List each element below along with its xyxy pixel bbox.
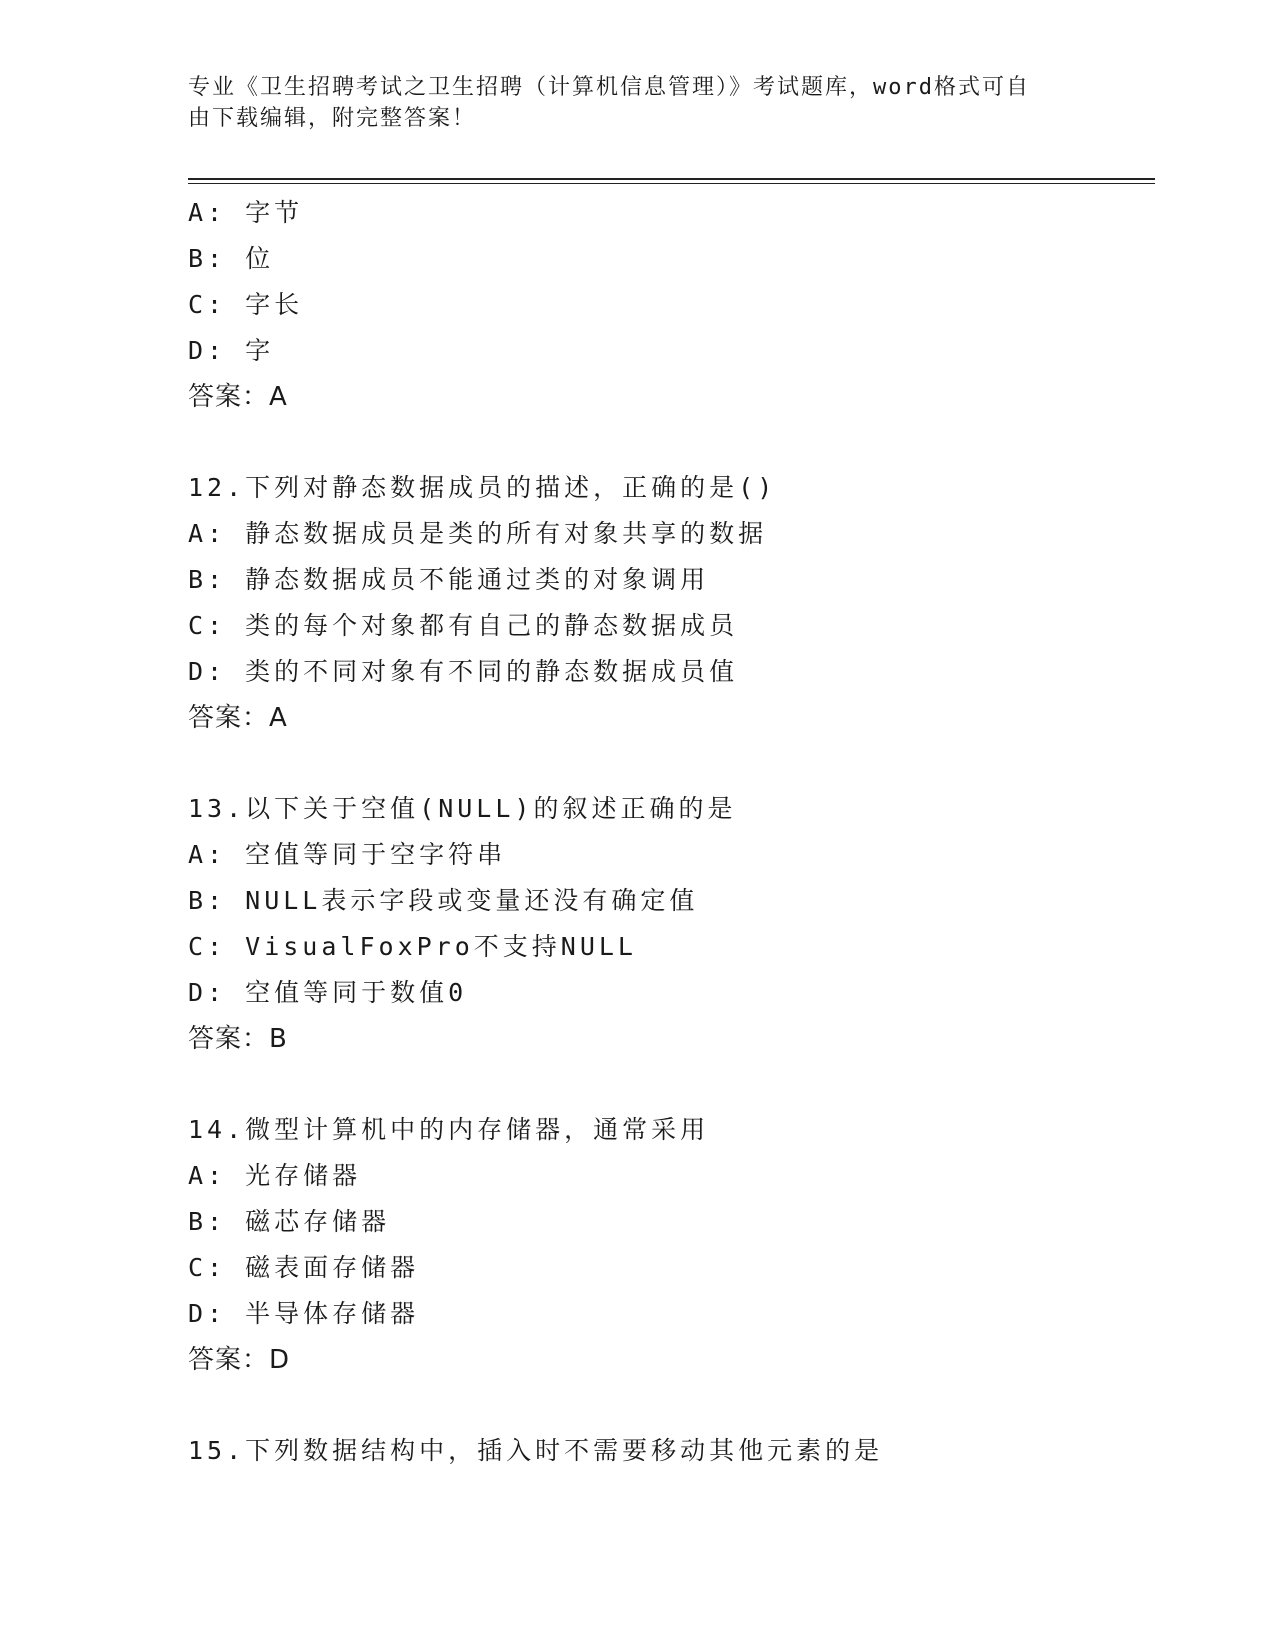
option-a: A: 光存储器 <box>188 1161 362 1190</box>
option-b: B: 位 <box>188 244 275 273</box>
document-header <box>188 72 1068 134</box>
option-d: D: 类的不同对象有不同的静态数据成员值 <box>188 657 739 686</box>
spacer <box>188 420 1148 465</box>
header-line-2: 由下载编辑，附完整答案！ <box>188 106 477 131</box>
option-a: A: 空值等同于空字符串 <box>188 840 507 869</box>
option-c: C: VisualFoxPro不支持NULL <box>188 932 637 961</box>
question-13 <box>188 786 1148 1062</box>
option-d: D: 半导体存储器 <box>188 1299 420 1328</box>
spacer <box>188 1062 1148 1107</box>
question-title: 14.微型计算机中的内存储器，通常采用 <box>188 1115 710 1144</box>
question-title: 12.下列对静态数据成员的描述，正确的是() <box>188 473 777 502</box>
option-a: A: 字节 <box>188 198 304 227</box>
answer-line: 答案：A <box>188 703 288 733</box>
header-divider-thick <box>188 178 1155 180</box>
header-line-1: 专业《卫生招聘考试之卫生招聘（计算机信息管理）》考试题库，word格式可自 <box>188 75 1030 100</box>
option-d: D: 字 <box>188 336 275 365</box>
question-12 <box>188 465 1148 741</box>
option-c: C: 字长 <box>188 290 304 319</box>
question-11 <box>188 190 1148 420</box>
answer-line: 答案：D <box>188 1345 291 1375</box>
answer-line: 答案：B <box>188 1024 288 1054</box>
option-d: D: 空值等同于数值0 <box>188 978 468 1007</box>
option-b: B: NULL表示字段或变量还没有确定值 <box>188 886 699 915</box>
option-b: B: 静态数据成员不能通过类的对象调用 <box>188 565 710 594</box>
question-15 <box>188 1428 1148 1474</box>
header-divider-thin <box>188 183 1155 184</box>
spacer <box>188 741 1148 786</box>
spacer <box>188 1383 1148 1428</box>
question-list <box>188 190 1148 1474</box>
option-c: C: 类的每个对象都有自己的静态数据成员 <box>188 611 739 640</box>
question-title: 13.以下关于空值(NULL)的叙述正确的是 <box>188 794 737 823</box>
option-b: B: 磁芯存储器 <box>188 1207 391 1236</box>
option-a: A: 静态数据成员是类的所有对象共享的数据 <box>188 519 768 548</box>
answer-line: 答案：A <box>188 382 288 412</box>
question-14 <box>188 1107 1148 1383</box>
question-title: 15.下列数据结构中，插入时不需要移动其他元素的是 <box>188 1436 884 1465</box>
option-c: C: 磁表面存储器 <box>188 1253 420 1282</box>
